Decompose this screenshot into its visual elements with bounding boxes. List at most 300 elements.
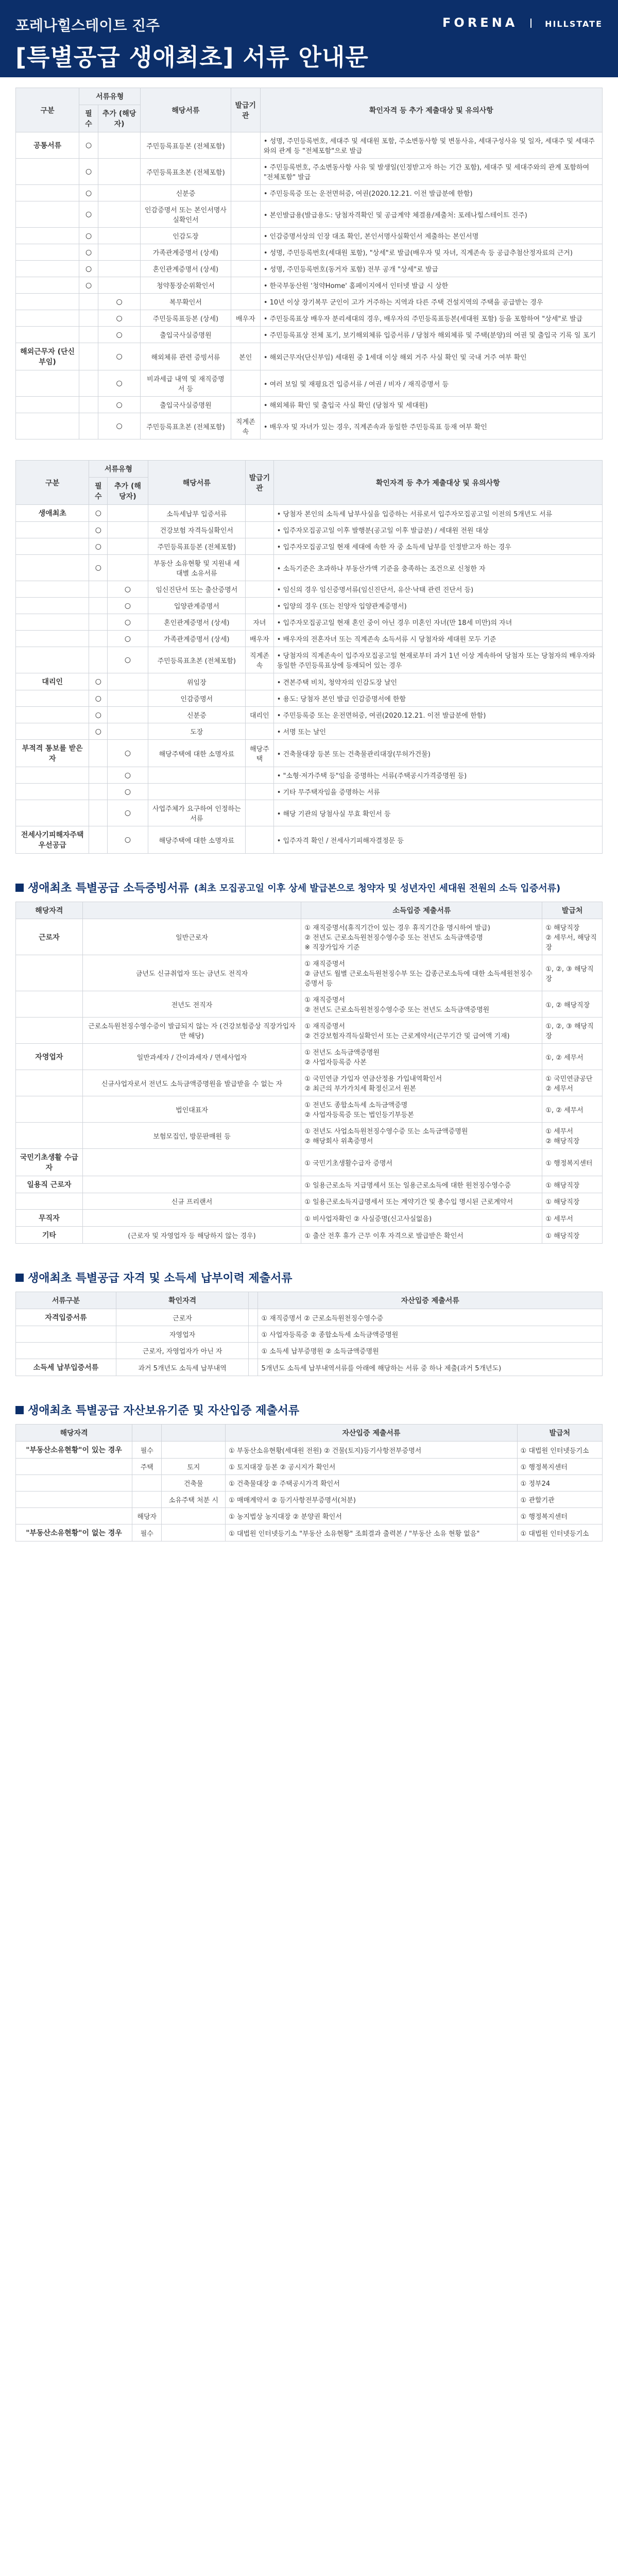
section4-sub-cell: 근로자: [116, 1309, 248, 1326]
section5-level1-cell: [132, 1492, 162, 1508]
table1-additional-cell: ○: [98, 397, 140, 413]
table1-issuer-cell: [231, 185, 260, 201]
section3-table: [15, 902, 603, 1244]
table2-row: [16, 538, 603, 555]
section5-title: 생애최초 특별공급 자산보유기준 및 자산입증 제출서류: [15, 1402, 603, 1418]
table1-additional-cell: [98, 159, 140, 185]
table1-note-cell: • 성명, 주민등록번호(세대원 포함), "상세"로 발급(배우자 및 자녀, 직계존속 등 공급추첨산정자료의 근거): [260, 244, 602, 261]
table1-document-cell: 혼인관계증명서 (상세): [141, 261, 231, 277]
section3-title: 생애최초 특별공급 소득증빙서류 (최초 모집공고일 이후 상세 발급본으로 청약자 및 성년자인 세대원 전원의 소득 입증서류): [15, 879, 603, 895]
section3-row: [16, 1044, 603, 1070]
table2-issuer-cell: [246, 673, 274, 690]
table2-note-cell: • 견본주택 비치, 청약자의 인감도장 날인: [273, 673, 602, 690]
table2-document-cell: 임신진단서 또는 출산증명서: [148, 581, 245, 598]
table1-category-cell: [16, 310, 79, 327]
table1-category-cell: [16, 277, 79, 294]
section5-level1-cell: 해당자: [132, 1508, 162, 1524]
section5-level1-cell: 필수: [132, 1442, 162, 1459]
section4-docs-cell: 5개년도 소득세 납부내역서류를 아래에 해당하는 서류 중 하나 제출(과거 5개년도): [258, 1359, 603, 1376]
section5-row: [16, 1492, 603, 1508]
section4-empty-cell: [249, 1343, 258, 1359]
table1-required-cell: ○: [79, 159, 98, 185]
table2-document-cell: 위임장: [148, 673, 245, 690]
table1-additional-cell: ○: [98, 327, 140, 343]
table1-document-cell: 출입국사실증명원: [141, 397, 231, 413]
section3-row: [16, 1123, 603, 1149]
section5-body: [16, 1442, 603, 1541]
section5-docs-cell: ① 농지법상 농지대장 ② 분양권 확인서: [226, 1508, 518, 1524]
table1-additional-cell: [98, 261, 140, 277]
table2-issuer-cell: [246, 800, 274, 826]
section5-col-issuer: 발급처: [517, 1425, 602, 1442]
table1-category-cell: 공통서류: [16, 132, 79, 159]
table2-row: [16, 614, 603, 631]
table1-document-cell: 가족관계증명서 (상세): [141, 244, 231, 261]
table1-note-cell: • 한국부동산원 '청약Home' 홈페이지에서 인터넷 발급 시 상한: [260, 277, 602, 294]
section5-row: [16, 1475, 603, 1492]
table2-document-cell: 주민등록표등본 (전체포함): [148, 538, 245, 555]
section3-sub-cell: (근로자 및 자영업자 등 해당하지 않는 경우): [82, 1227, 301, 1244]
table1-issuer-cell: [231, 244, 260, 261]
page-subtitle: 포레나힐스테이트 진주: [15, 17, 160, 34]
table2-issuer-cell: [246, 767, 274, 784]
table2-category-cell: 부적격 통보를 받은 자: [16, 740, 89, 767]
table2-col-note: 확인자격 등 추가 제출대상 및 유의사항: [273, 461, 602, 505]
table1-required-cell: [79, 413, 98, 439]
table2-row: [16, 767, 603, 784]
table2-category-cell: [16, 522, 89, 538]
section-bullet-icon: [15, 1274, 24, 1282]
section3-sub-cell: 보험모집인, 방문판매원 등: [82, 1123, 301, 1149]
table2-additional-cell: ○: [108, 631, 148, 647]
table1-document-cell: 주민등록표등본 (상세): [141, 310, 231, 327]
table1-note-cell: • 성명, 주민등록번호(동거자 포함) 전부 공개 "상세"로 발급: [260, 261, 602, 277]
table1-document-cell: 신분증: [141, 185, 231, 201]
table2-additional-cell: ○: [108, 598, 148, 614]
table2-additional-cell: [108, 538, 148, 555]
table2-category-cell: 생애최초: [16, 505, 89, 522]
section4-col-docs: 자산입증 제출서류: [258, 1292, 603, 1309]
table1-required-cell: [79, 294, 98, 310]
table1-col-document: 해당서류: [141, 88, 231, 132]
section3-issuer-cell: ① 해당직장: [542, 1227, 603, 1244]
table1-required-cell: [79, 343, 98, 370]
table1-category-cell: [16, 201, 79, 228]
table2-note-cell: • 임신의 경우 임신증명서류(임신진단서, 유산·낙태 관련 진단서 등): [273, 581, 602, 598]
section5-level2-cell: [162, 1524, 226, 1541]
section4-table: [15, 1292, 603, 1376]
section4-row: [16, 1309, 603, 1326]
table2-additional-cell: [108, 707, 148, 723]
section3-issuer-cell: ① 해당직장 ② 세무서, 해당직장: [542, 919, 603, 955]
table2-document-cell: [148, 767, 245, 784]
table2-col-type: 서류유형: [89, 461, 148, 478]
section5-issuer-cell: ① 대법원 인터넷등기소: [517, 1524, 602, 1541]
table2-document-cell: 해당주택에 대한 소명자료: [148, 740, 245, 767]
table2-note-cell: • 입주자모집공고일 현재 혼인 중이 아닌 경우 미혼인 자녀(만 18세 미만)의 자녀: [273, 614, 602, 631]
section3-row: [16, 1070, 603, 1096]
table2-issuer-cell: [246, 598, 274, 614]
section5-col-docs: 자산입증 제출서류: [226, 1425, 518, 1442]
section4-sub-cell: 과거 5개년도 소득세 납부내역: [116, 1359, 248, 1376]
section4-col-sub: 확인자격: [116, 1292, 248, 1309]
table1-row: [16, 294, 603, 310]
table1-document-cell: 복무확인서: [141, 294, 231, 310]
section3-issuer-cell: ①, ② 세무서: [542, 1096, 603, 1123]
section3-col-docs: 소득입증 제출서류: [301, 902, 542, 919]
section5: [0, 1386, 618, 1552]
table2-issuer-cell: [246, 538, 274, 555]
table2-additional-cell: [108, 555, 148, 581]
section3-issuer-cell: ① 세무서 ② 해당직장: [542, 1123, 603, 1149]
section4-category-cell: [16, 1326, 116, 1343]
section3-row: [16, 1210, 603, 1227]
table1-category-cell: 해외근무자 (단신부임): [16, 343, 79, 370]
table2-issuer-cell: [246, 690, 274, 707]
table2-additional-cell: [108, 522, 148, 538]
table1-row: [16, 327, 603, 343]
table1-col-type: 서류유형: [79, 88, 141, 105]
table2-col-document: 해당서류: [148, 461, 245, 505]
section4-empty-cell: [249, 1309, 258, 1326]
table1-document-cell: 출입국사실증명원: [141, 327, 231, 343]
section3-sub-cell: 근로소득원천징수영수증이 발급되지 않는 자 (건강보험증상 직장가입자만 해당): [82, 1018, 301, 1044]
section4-row: [16, 1343, 603, 1359]
section5-col-level2: [162, 1425, 226, 1442]
table2-document-cell: 건강보험 자격득실확인서: [148, 522, 245, 538]
table1-required-cell: ○: [79, 132, 98, 159]
brand-left: FORENA: [442, 15, 518, 30]
table1-additional-cell: ○: [98, 413, 140, 439]
section5-category-cell: [16, 1459, 132, 1475]
table2-required-cell: [89, 826, 108, 854]
section5-category-cell: [16, 1508, 132, 1524]
section5-col-level1: [132, 1425, 162, 1442]
table1-note-cell: • 주민등록증 또는 운전면허증, 여권(2020.12.21. 이전 발급분에 한함): [260, 185, 602, 201]
table1-note-cell: • 주민등록표상 전체 포기, 보기해외체류 입증서류 / 당첨자 해외체류 및 주택(분양)의 여권 및 출입국 기록 일 포기: [260, 327, 602, 343]
table2-issuer-cell: 직계존속: [246, 647, 274, 673]
table1-issuer-cell: [231, 228, 260, 244]
page-header: [0, 0, 618, 77]
table2-category-cell: [16, 581, 89, 598]
table1-additional-cell: ○: [98, 310, 140, 327]
section5-level2-cell: [162, 1508, 226, 1524]
section4-title: 생애최초 특별공급 자격 및 소득세 납부이력 제출서류: [15, 1269, 603, 1285]
table1-category-cell: [16, 244, 79, 261]
section4-col-category: 서류구분: [16, 1292, 116, 1309]
section5-col-category: 해당자격: [16, 1425, 132, 1442]
table2-note-cell: • 소득기준은 초과하나 부동산가액 기준을 충족하는 조건으로 신청한 자: [273, 555, 602, 581]
table1-additional-cell: ○: [98, 343, 140, 370]
table2-document-cell: 소득세납부 입증서류: [148, 505, 245, 522]
table2-required-cell: ○: [89, 723, 108, 740]
table2-category-cell: [16, 800, 89, 826]
table2-row: [16, 723, 603, 740]
table1-required-cell: [79, 327, 98, 343]
table1-additional-cell: [98, 228, 140, 244]
table2-required-cell: [89, 581, 108, 598]
table1-additional-cell: ○: [98, 294, 140, 310]
section4-row: [16, 1359, 603, 1376]
section5-issuer-cell: ① 행정복지센터: [517, 1508, 602, 1524]
table1-category-cell: [16, 261, 79, 277]
table2-category-cell: [16, 598, 89, 614]
table2-category-cell: [16, 614, 89, 631]
section4-sub-cell: 근로자, 자영업자가 아닌 자: [116, 1343, 248, 1359]
table2-row: [16, 581, 603, 598]
section3-docs-cell: ① 국민기초생활수급자 증명서: [301, 1149, 542, 1176]
table1-category-cell: [16, 397, 79, 413]
table2: [15, 460, 603, 854]
table1-col-note: 확인자격 등 추가 제출대상 및 유의사항: [260, 88, 602, 132]
section3-sub-cell: 신규 프리랜서: [82, 1193, 301, 1210]
table2-document-cell: 해당주택에 대한 소명자료: [148, 826, 245, 854]
table1-issuer-cell: [231, 327, 260, 343]
table1-issuer-cell: 본인: [231, 343, 260, 370]
table1-col-category: 구분: [16, 88, 79, 132]
table1-category-cell: [16, 294, 79, 310]
table2-additional-cell: ○: [108, 826, 148, 854]
table2-category-cell: [16, 631, 89, 647]
section3-category-cell: 국민기초생활 수급자: [16, 1149, 83, 1176]
section4-row: [16, 1326, 603, 1343]
section4-docs-cell: ① 사업자등록증 ② 종합소득세 소득금액증명원: [258, 1326, 603, 1343]
table1-row: [16, 244, 603, 261]
table2-note-cell: • 입주자격 확인 / 전세사기피해자결정문 등: [273, 826, 602, 854]
table2-row: [16, 673, 603, 690]
section3-sub-cell: [82, 1149, 301, 1176]
table1-note-cell: • 본인발급용(발급용도: 당첨자격확인 및 공급계약 체결용/제출처: 포레나힐스테이트 진주): [260, 201, 602, 228]
section-bullet-icon: [15, 884, 24, 892]
section3-category-cell: [16, 1123, 83, 1149]
table2-document-cell: 인감증명서: [148, 690, 245, 707]
table2-required-cell: ○: [89, 707, 108, 723]
section5-docs-cell: ① 부동산소유현황(세대원 전원) ② 건물(토지)등기사항전부증명서: [226, 1442, 518, 1459]
table2-col-additional: 추가 (해당자): [108, 478, 148, 505]
table2-category-cell: [16, 538, 89, 555]
section3-issuer-cell: ① 세무서: [542, 1210, 603, 1227]
section3-docs-cell: ① 일용근로소득 지급명세서 또는 일용근로소득에 대한 원천징수영수증: [301, 1176, 542, 1193]
table1-required-cell: [79, 310, 98, 327]
section5-row: [16, 1524, 603, 1541]
section3-docs-cell: ① 재직증명서 ② 전년도 근로소득원천징수영수증 또는 전년도 소득금액증명원: [301, 991, 542, 1018]
section3-sub-cell: 일반근로자: [82, 919, 301, 955]
table2-row: [16, 826, 603, 854]
table2-additional-cell: ○: [108, 647, 148, 673]
table1-category-cell: [16, 413, 79, 439]
table2-note-cell: • 당첨자 본인의 소득세 납부사실을 입증하는 서류로서 입주자모집공고일 이전의 5개년도 서류: [273, 505, 602, 522]
section3-docs-cell: ① 전년도 소득금액증명원 ② 사업자등록증 사본: [301, 1044, 542, 1070]
table1-required-cell: ○: [79, 277, 98, 294]
table1-note-cell: • 주민등록표상 배우자 분리세대의 경우, 배우자의 주민등록표등본(세대원 포함) 등을 포함하여 "상세"로 발급: [260, 310, 602, 327]
table2-issuer-cell: 배우자: [246, 631, 274, 647]
section4-empty-cell: [249, 1326, 258, 1343]
table2-document-cell: 부동산 소유현황 및 지원내 세대별 소유서류: [148, 555, 245, 581]
table2-issuer-cell: [246, 522, 274, 538]
table2-additional-cell: ○: [108, 581, 148, 598]
table2-note-cell: • 입주자모집공고일 현재 세대에 속한 자 중 소득세 납부를 인정받고자 하는 경우: [273, 538, 602, 555]
section3-docs-cell: ① 재직증명서(휴직기간이 있는 경우 휴직기간을 명시하여 발급) ② 전년도 근로소득원천징수영수증 또는 전년도 소득금액증명 ※ 직장가입자 기준: [301, 919, 542, 955]
section3-issuer-cell: ① 국민연금공단 ② 세무서: [542, 1070, 603, 1096]
table1-required-cell: [79, 397, 98, 413]
table1-issuer-cell: [231, 159, 260, 185]
section5-level1-cell: [132, 1475, 162, 1492]
table1-issuer-cell: [231, 370, 260, 397]
table1-note-cell: • 해외체류 확인 및 출입국 사실 확인 (당첨자 및 세대원): [260, 397, 602, 413]
section3-docs-cell: ① 재직증명서 ② 건강보험자격득실확인서 또는 근로계약서(근무기간 및 급여액 기재): [301, 1018, 542, 1044]
table1-issuer-cell: [231, 261, 260, 277]
table1-note-cell: • 인감증명서상의 인장 대조 확인, 본인서명사실확인서 제출하는 본인서명: [260, 228, 602, 244]
table2-required-cell: [89, 767, 108, 784]
table1-document-cell: 인감증명서 또는 본인서명사실확인서: [141, 201, 231, 228]
table2-required-cell: ○: [89, 505, 108, 522]
section5-level2-cell: 건축물: [162, 1475, 226, 1492]
table1-row: [16, 370, 603, 397]
table1-required-cell: [79, 370, 98, 397]
section3-sub-cell: 법인대표자: [82, 1096, 301, 1123]
table1-row: [16, 261, 603, 277]
table1-issuer-cell: [231, 294, 260, 310]
table2-row: [16, 631, 603, 647]
table1-document-cell: 인감도장: [141, 228, 231, 244]
section3-sub-cell: 일반과세자 / 간이과세자 / 면세사업자: [82, 1044, 301, 1070]
table1-col-issuer: 발급기관: [231, 88, 260, 132]
section5-row: [16, 1508, 603, 1524]
table2-additional-cell: [108, 673, 148, 690]
section4-col-sub2: [249, 1292, 258, 1309]
section3-docs-cell: ① 전년도 종합소득세 소득금액증명 ② 사업자등록증 또는 법인등기부등본: [301, 1096, 542, 1123]
table2-row: [16, 784, 603, 800]
section3-row: [16, 1193, 603, 1210]
table2-row: [16, 647, 603, 673]
section5-level1-cell: 필수: [132, 1524, 162, 1541]
section3: [0, 864, 618, 1254]
table1-note-cell: • 여러 보일 및 재평요건 입증서류 / 여권 / 비자 / 재직증명서 등: [260, 370, 602, 397]
section3-issuer-cell: ①, ②, ③ 해당직장: [542, 1018, 603, 1044]
section3-sub-cell: 신규사업자로서 전년도 소득금액증명원을 발급받을 수 없는 자: [82, 1070, 301, 1096]
table1-row: [16, 228, 603, 244]
table2-category-cell: [16, 690, 89, 707]
table2-row: [16, 598, 603, 614]
section3-category-cell: [16, 1096, 83, 1123]
section4-category-cell: [16, 1343, 116, 1359]
table2-col-required: 필수: [89, 478, 108, 505]
table2-required-cell: [89, 598, 108, 614]
table2-required-cell: ○: [89, 690, 108, 707]
brand-right: HILLSTATE: [545, 19, 603, 29]
table2-additional-cell: ○: [108, 784, 148, 800]
table1-document-cell: 청약통장순위확인서: [141, 277, 231, 294]
table1-category-cell: [16, 327, 79, 343]
table2-row: [16, 505, 603, 522]
section3-issuer-cell: ①, ② 세무서: [542, 1044, 603, 1070]
table2-category-cell: [16, 647, 89, 673]
section4-docs-cell: ① 소득세 납부증명원 ② 소득금액증명원: [258, 1343, 603, 1359]
table2-section: [0, 450, 618, 864]
table1-category-cell: [16, 228, 79, 244]
section5-issuer-cell: ① 관할기관: [517, 1492, 602, 1508]
table1-category-cell: [16, 159, 79, 185]
table1-note-cell: • 성명, 주민등록번호, 세대주 및 세대원 포함, 주소변동사항 및 변동사유, 세대구성사유 및 일자, 세대주 및 세대주와의 관계 등 "전체포함"으로 발급: [260, 132, 602, 159]
table1-row: [16, 132, 603, 159]
section4-body: [16, 1309, 603, 1376]
section3-row: [16, 1227, 603, 1244]
section3-row: [16, 1149, 603, 1176]
table2-row: [16, 690, 603, 707]
table1-required-cell: ○: [79, 228, 98, 244]
section4-category-cell: 자격입증서류: [16, 1309, 116, 1326]
table2-document-cell: 사업주체가 요구하여 인정하는 서류: [148, 800, 245, 826]
table2-row: [16, 740, 603, 767]
section5-docs-cell: ① 토지대장 등본 ② 공시지가 확인서: [226, 1459, 518, 1475]
table2-document-cell: 혼인관계증명서 (상세): [148, 614, 245, 631]
section3-category-cell: [16, 1070, 83, 1096]
section3-sub-cell: 금년도 신규취업자 또는 금년도 전직자: [82, 955, 301, 991]
table2-category-cell: [16, 767, 89, 784]
table2-required-cell: [89, 784, 108, 800]
table2-issuer-cell: 해당주택: [246, 740, 274, 767]
table2-row: [16, 707, 603, 723]
section5-category-cell: "부동산소유현황"이 있는 경우: [16, 1442, 132, 1459]
section3-sub-cell: 전년도 전직자: [82, 991, 301, 1018]
table1-category-cell: [16, 185, 79, 201]
table2-note-cell: • 용도: 당첨자 본인 발급 인감증명서에 한함: [273, 690, 602, 707]
section5-category-cell: [16, 1492, 132, 1508]
table2-additional-cell: ○: [108, 614, 148, 631]
table2-required-cell: [89, 614, 108, 631]
section3-docs-cell: ① 국민연금 가입자 연금산정용 가입내역확인서 ② 최근의 부가가치세 확정신고서 원본: [301, 1070, 542, 1096]
table1-issuer-cell: [231, 397, 260, 413]
table1-col-additional: 추가 (해당자): [98, 105, 140, 132]
section3-category-cell: [16, 991, 83, 1018]
table2-required-cell: [89, 740, 108, 767]
section5-issuer-cell: ① 행정복지센터: [517, 1459, 602, 1475]
table1-note-cell: • 해외근무자(단신부임) 세대원 중 1세대 이상 해외 거주 사실 확인 및 국내 거주 여부 확인: [260, 343, 602, 370]
page-title: [특별공급 생애최초] 서류 안내문: [15, 43, 369, 71]
table2-note-cell: • 해당 기관의 당첨사실 무효 확인서 등: [273, 800, 602, 826]
section3-row: [16, 1176, 603, 1193]
section4-sub-cell: 자영업자: [116, 1326, 248, 1343]
table2-row: [16, 800, 603, 826]
table2-additional-cell: ○: [108, 740, 148, 767]
section3-category-cell: 일용직 근로자: [16, 1176, 83, 1193]
table2-issuer-cell: [246, 581, 274, 598]
table1-issuer-cell: [231, 132, 260, 159]
table1-additional-cell: [98, 132, 140, 159]
section5-row: [16, 1442, 603, 1459]
table2-note-cell: • 건축물대장 등본 또는 건축물관리대장(무허가건물): [273, 740, 602, 767]
table2-row: [16, 555, 603, 581]
section3-docs-cell: ① 일용근로소득지급명세서 또는 계약기간 및 총수입 명시된 근로계약서: [301, 1193, 542, 1210]
table2-required-cell: ○: [89, 538, 108, 555]
table1-row: [16, 185, 603, 201]
section5-docs-cell: ① 대법원 인터넷등기소 "부동산 소유현황" 조회결과 출력본 / "부동산 소유 현황 없음": [226, 1524, 518, 1541]
table1-row: [16, 413, 603, 439]
table2-additional-cell: ○: [108, 800, 148, 826]
section3-col-issuer: 발급처: [542, 902, 603, 919]
section4: [0, 1254, 618, 1386]
table2-issuer-cell: [246, 826, 274, 854]
table2-issuer-cell: 대리인: [246, 707, 274, 723]
section3-docs-cell: ① 재직증명서 ② 금년도 월별 근로소득원천징수부 또는 갑종근로소득에 대한 소득세원천징수증명서 등: [301, 955, 542, 991]
section3-docs-cell: ① 전년도 사업소득원천징수영수증 또는 소득금액증명원 ② 해당회사 위촉증명서: [301, 1123, 542, 1149]
table1-row: [16, 201, 603, 228]
brand-logo: [442, 15, 603, 30]
table2-issuer-cell: [246, 505, 274, 522]
table1-row: [16, 277, 603, 294]
table2-category-cell: [16, 784, 89, 800]
table2-body: [16, 505, 603, 854]
